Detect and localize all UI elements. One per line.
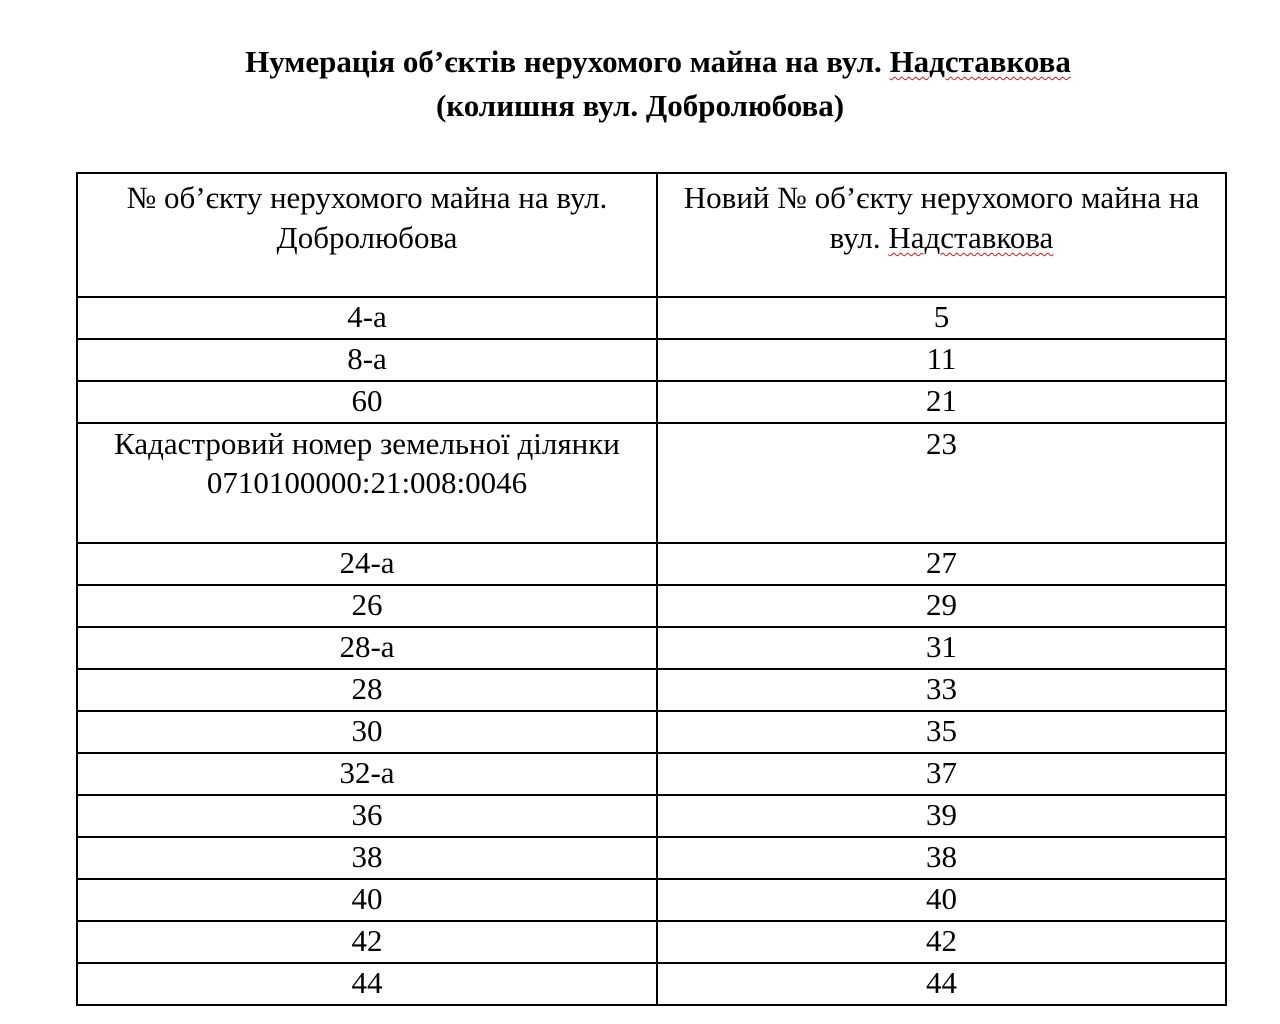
table-row [77,753,1226,795]
new-number-cell: 37 [657,753,1226,795]
old-number-cell: 40 [77,879,657,921]
old-number-cell: 60 [77,381,657,423]
header-new-number [657,173,1226,297]
new-number-cell: 40 [657,879,1226,921]
table-row [77,879,1226,921]
table-row [77,543,1226,585]
document-title [0,40,1280,128]
new-number-cell: 29 [657,585,1226,627]
numbering-table [76,172,1227,1006]
header-old-number: № об’єкту нерухомого майна на вул. Добролюбова [77,173,657,297]
table-row [77,963,1226,1005]
header-new-prefix: Новий № об’єкту нерухомого майна на вул. [683,180,1200,255]
table-row [77,711,1226,753]
new-number-cell: 11 [657,339,1226,381]
header-new-street: Надставкова [888,220,1054,255]
table-row [77,627,1226,669]
table-row [77,921,1226,963]
old-number-cell: 24-а [77,543,657,585]
old-number-cell: 36 [77,795,657,837]
title-line-2: (колишня вул. Добролюбова) [435,88,845,123]
table-row [77,669,1226,711]
old-number-cell: 44 [77,963,657,1005]
table-row [77,297,1226,339]
new-number-cell: 31 [657,627,1226,669]
new-number-cell: 44 [657,963,1226,1005]
old-number-cell: 42 [77,921,657,963]
new-number-cell: 27 [657,543,1226,585]
old-number-cell: 28-а [77,627,657,669]
table-header-row [77,173,1226,297]
new-number-cell: 23 [657,423,1226,543]
old-number-cell: Кадастровий номер земельної ділянки 0710100000:21:008:0046 [77,423,657,543]
title-line-1-prefix: Нумерація об’єктів нерухомого майна на вул. [245,44,890,79]
old-number-cell: 38 [77,837,657,879]
new-number-cell: 5 [657,297,1226,339]
table-row [77,795,1226,837]
new-number-cell: 35 [657,711,1226,753]
old-number-cell: 32-а [77,753,657,795]
old-number-cell: 4-а [77,297,657,339]
table-row [77,339,1226,381]
table-row [77,381,1226,423]
title-line-1 [0,40,1280,84]
new-number-cell: 38 [657,837,1226,879]
new-number-cell: 42 [657,921,1226,963]
old-number-cell: 28 [77,669,657,711]
old-number-cell: 8-а [77,339,657,381]
new-number-cell: 33 [657,669,1226,711]
table-row [77,423,1226,543]
table-row [77,585,1226,627]
new-number-cell: 21 [657,381,1226,423]
old-number-cell: 30 [77,711,657,753]
old-number-cell: 26 [77,585,657,627]
title-street-name: Надставкова [889,44,1071,79]
table-row [77,837,1226,879]
new-number-cell: 39 [657,795,1226,837]
